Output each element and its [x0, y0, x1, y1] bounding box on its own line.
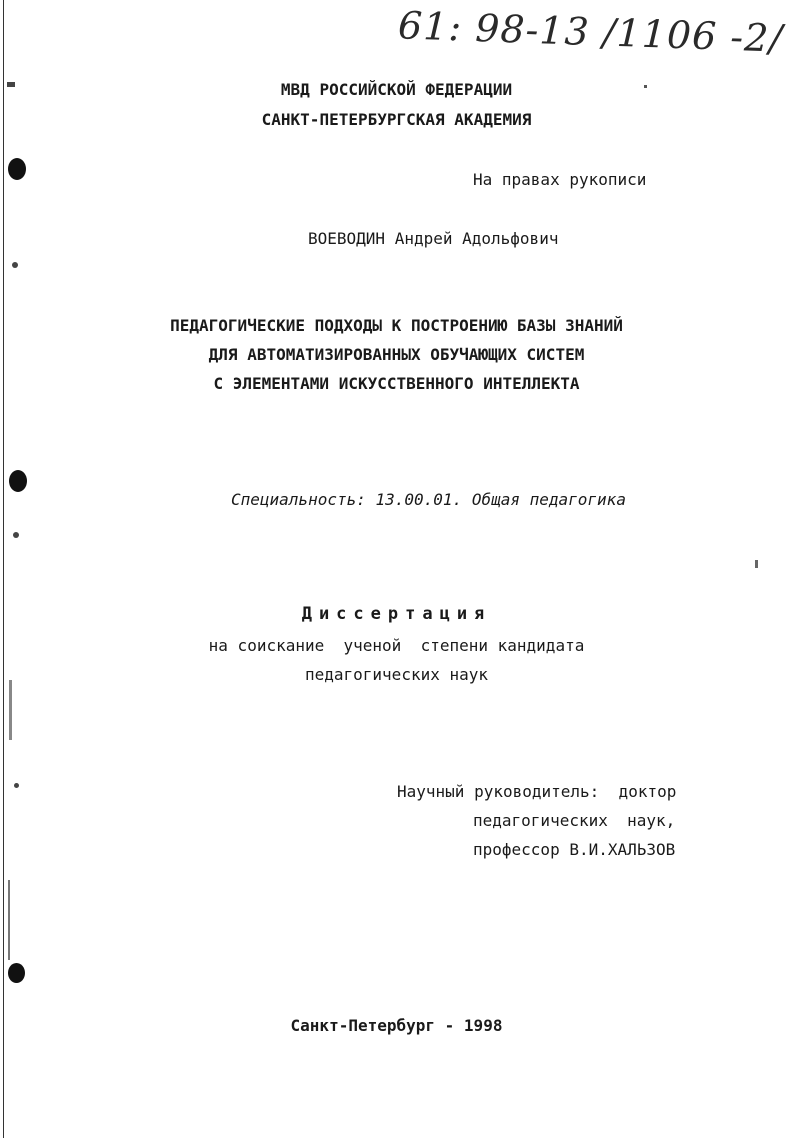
- punch-hole-mark: [9, 470, 27, 492]
- city-year-footer: Санкт-Петербург - 1998: [290, 1016, 503, 1035]
- degree-purpose-line: на соискание ученой степени кандидата: [208, 636, 585, 655]
- specialty-line: Специальность: 13.00.01. Общая педагогика: [231, 490, 626, 509]
- handwritten-archive-code: 61: 98-13 /1106 -2/: [397, 3, 784, 61]
- binding-edge-line: [3, 0, 4, 1138]
- author-name: ВОЕВОДИН Андрей Адольфович: [308, 229, 559, 248]
- scan-speck: [13, 532, 19, 538]
- academy-heading: САНКТ-ПЕТЕРБУРГСКАЯ АКАДЕМИЯ: [261, 110, 532, 129]
- degree-field-line: педагогических наук: [304, 665, 489, 684]
- supervisor-line: педагогических наук,: [473, 811, 676, 830]
- scan-speck: [755, 560, 758, 568]
- ministry-heading: МВД РОССИЙСКОЙ ФЕДЕРАЦИИ: [280, 80, 513, 99]
- punch-hole-mark: [8, 963, 25, 983]
- scan-speck: [14, 783, 19, 788]
- dissertation-title-line: С ЭЛЕМЕНТАМИ ИСКУССТВЕННОГО ИНТЕЛЛЕКТА: [213, 374, 580, 393]
- dissertation-title-line: ДЛЯ АВТОМАТИЗИРОВАННЫХ ОБУЧАЮЩИХ СИСТЕМ: [208, 345, 585, 364]
- supervisor-line: Научный руководитель: доктор: [397, 782, 677, 801]
- dissertation-title-line: ПЕДАГОГИЧЕСКИЕ ПОДХОДЫ К ПОСТРОЕНИЮ БАЗЫ ЗНАНИЙ: [170, 316, 623, 335]
- dissertation-label: Диссертация: [301, 604, 492, 624]
- manuscript-rights-note: На правах рукописи: [473, 170, 647, 189]
- scan-speck: [12, 262, 18, 268]
- punch-hole-mark: [8, 158, 26, 180]
- supervisor-line: профессор В.И.ХАЛЬЗОВ: [473, 840, 676, 859]
- scan-streak: [9, 680, 12, 740]
- scan-streak: [8, 880, 10, 960]
